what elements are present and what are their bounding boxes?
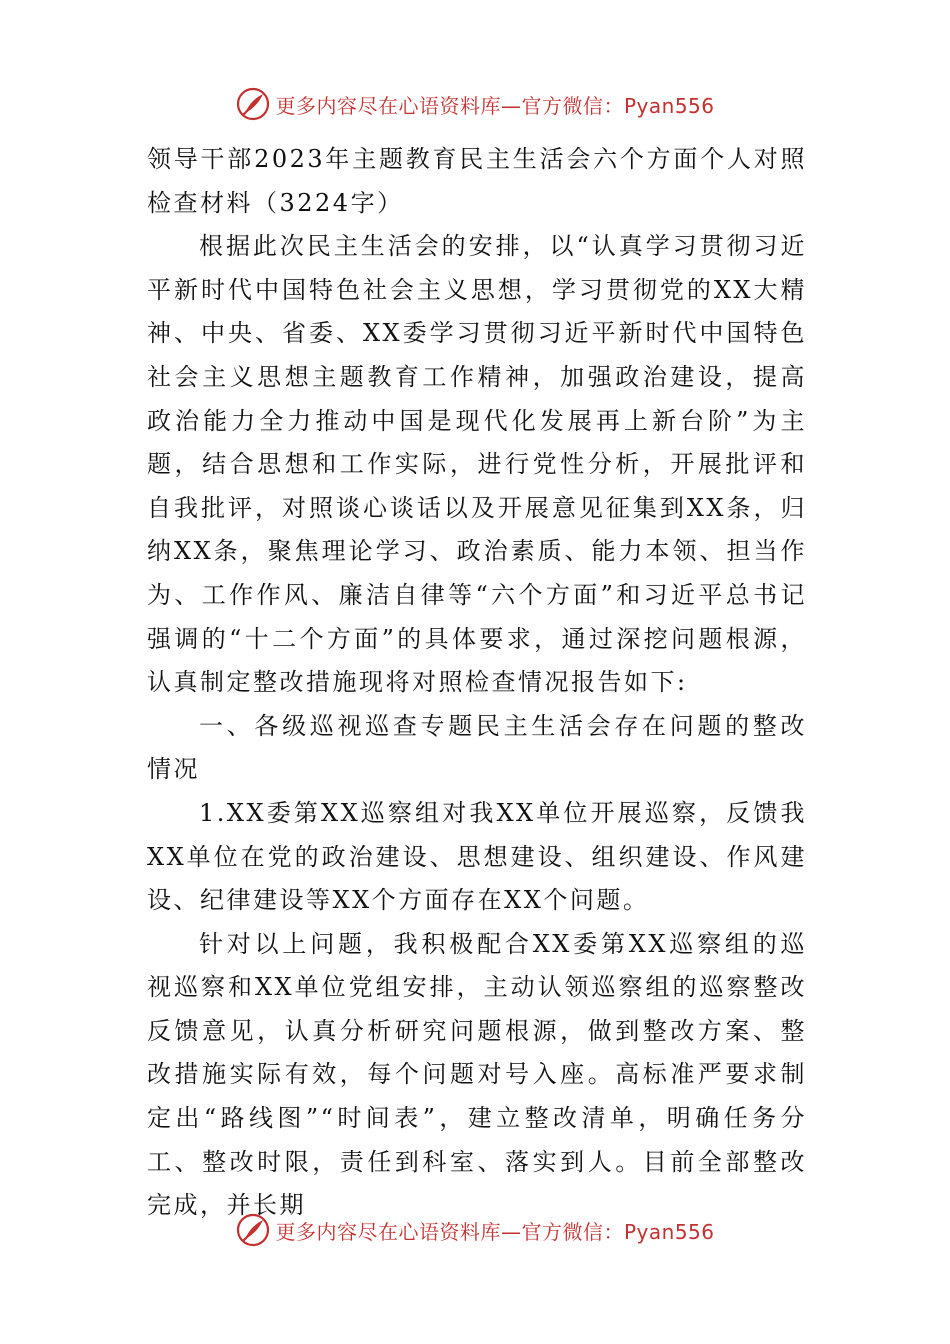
quill-pen-icon [235, 1212, 271, 1248]
response-paragraph: 针对以上问题，我积极配合XX委第XX巡察组的巡视巡察和XX单位党组安排，主动认领巡察组的巡察整改反馈意见，认真分析研究问题根源，做到整改方案、整改措施实际有效，每个问题对号入座。高标准严要求制定出“路线图”“时间表”，建立整改清单，明确任务分工、整改时限，责任到科室、落实到人。目前全部整改完成，并长期 [147, 929, 807, 1220]
wechat-id: Pyan556 [623, 93, 715, 118]
item-paragraph: 1.XX委第XX巡察组对我XX单位开展巡察，反馈我XX单位在党的政治建设、思想建设、组织建设、作风建设、纪律建设等XX个方面存在XX个问题。 [147, 798, 807, 915]
wechat-id: Pyan556 [623, 1219, 715, 1244]
watermark-text: 更多内容尽在心语资料库—官方微信：Pyan556 [275, 1219, 715, 1244]
footer-watermark-banner [0, 1208, 950, 1252]
quill-pen-icon [235, 86, 271, 122]
intro-paragraph: 根据此次民主生活会的安排，以“认真学习贯彻习近平新时代中国特色社会主义思想，学习贯彻党的XX大精神、中央、省委、XX委学习贯彻习近平新时代中国特色社会主义思想主题教育工作精神，加强政治建设，提高政治能力全力推动中国是现代化发展再上新台阶”为主题，结合思想和工作实际，进行党性分析，开展批评和自我批评，对照谈心谈话以及开展意见征集到XX条，归纳XX条，聚焦理论学习、政治素质、能力本领、担当作为、工作作风、廉洁自律等“六个方面”和习近平总书记强调的“十二个方面”的具体要求，通过深挖问题根源，认真制定整改措施现将对照检查情况报告如下: [147, 232, 807, 697]
document-body [147, 138, 807, 1228]
section-heading: 一、各级巡视巡查专题民主生活会存在问题的整改情况 [147, 711, 807, 784]
watermark-text: 更多内容尽在心语资料库—官方微信：Pyan556 [275, 93, 715, 118]
header-watermark-banner [0, 82, 950, 126]
document-title: 领导干部2023年主题教育民主生活会六个方面个人对照检查材料（3224字） [147, 145, 807, 217]
